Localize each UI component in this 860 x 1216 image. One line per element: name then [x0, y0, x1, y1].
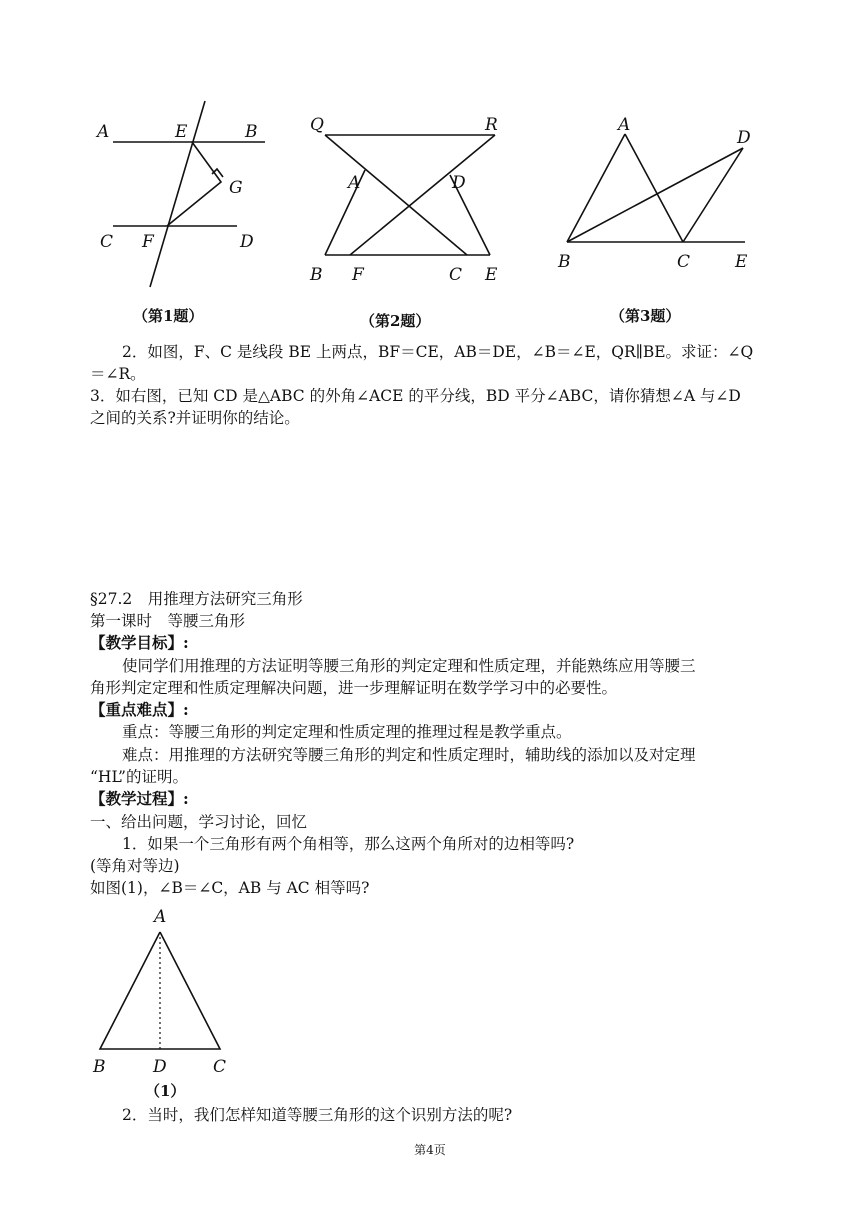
process-heading: 【教学过程】:: [90, 789, 189, 808]
fig1-label-E: E: [175, 122, 188, 142]
fig2-caption: （第2题）: [360, 312, 431, 330]
fig2-label-B: B: [310, 265, 323, 285]
fig4-label-D: D: [153, 1057, 167, 1075]
problem-2-line-1: 2．如图，F、C 是线段 BE 上两点，BF＝CE，AB＝DE，∠B＝∠E，QR∥BE。求证：∠Q: [122, 343, 754, 361]
fig3-caption: （第3题）: [610, 307, 681, 325]
fig2-label-R: R: [485, 115, 498, 135]
fig2-label-A: A: [348, 173, 361, 193]
fig3-label-D: D: [737, 128, 751, 148]
question-1: 1．如果一个三角形有两个角相等，那么这两个角所对的边相等吗?: [122, 835, 575, 853]
difficulty-line-1: 难点：用推理的方法研究等腰三角形的判定和性质定理时，辅助线的添加以及对定理: [122, 746, 696, 764]
fig1-label-C: C: [100, 232, 114, 252]
figure-1: [95, 95, 275, 305]
fig1-label-F: F: [142, 232, 154, 252]
fig2-label-E: E: [485, 265, 498, 285]
problem-3-line-1: 3．如右图，已知 CD 是△ABC 的外角∠ACE 的平分线，BD 平分∠ABC，请你猜想∠A 与∠D: [90, 387, 741, 405]
fig1-label-G: G: [229, 178, 243, 198]
fig3-label-E: E: [735, 252, 748, 272]
lesson-title: 第一课时 等腰三角形: [90, 612, 246, 630]
figure-2: [305, 110, 515, 295]
figure-3: [555, 110, 765, 275]
question-1-figure-ref: 如图(1)，∠B＝∠C，AB 与 AC 相等吗?: [90, 879, 370, 897]
goals-heading: 【教学目标】:: [90, 633, 189, 652]
step-1: 一、给出问题，学习讨论，回忆: [90, 813, 308, 831]
problem-3-line-2: 之间的关系?并证明你的结论。: [90, 409, 300, 427]
fig1-label-A: A: [97, 122, 110, 142]
fig1-caption: （第1题）: [133, 307, 204, 325]
problem-2-line-2: ＝∠R。: [90, 365, 146, 383]
fig1-label-D: D: [240, 232, 254, 252]
difficulty-line-2: “HL”的证明。: [90, 768, 188, 786]
question-2: 2．当时，我们怎样知道等腰三角形的这个识别方法的呢?: [122, 1106, 513, 1124]
key-heading: 【重点难点】:: [90, 700, 189, 719]
fig2-label-D: D: [452, 173, 466, 193]
question-1-answer: (等角对等边): [90, 857, 180, 875]
fig4-label-B: B: [93, 1057, 106, 1075]
fig4-label-C: C: [213, 1057, 227, 1075]
figure-isosceles-triangle: [90, 905, 240, 1075]
fig3-label-C: C: [677, 252, 691, 272]
fig2-label-Q: Q: [310, 115, 324, 135]
section-title: §27.2 用推理方法研究三角形: [90, 590, 303, 608]
fig3-label-A: A: [618, 115, 631, 135]
goals-line-1: 使同学们用推理的方法证明等腰三角形的判定定理和性质定理，并能熟练应用等腰三: [122, 657, 696, 675]
goals-line-2: 角形判定定理和性质定理解决问题，进一步理解证明在数学学习中的必要性。: [90, 679, 618, 697]
fig1-label-B: B: [245, 122, 258, 142]
key-point: 重点：等腰三角形的判定定理和性质定理的推理过程是教学重点。: [122, 723, 572, 741]
page-number: 第4页: [414, 1143, 446, 1157]
fig3-label-B: B: [558, 252, 571, 272]
fig4-caption: （1）: [145, 1082, 186, 1100]
fig4-label-A: A: [154, 907, 167, 927]
fig2-label-F: F: [352, 265, 364, 285]
fig2-label-C: C: [449, 265, 463, 285]
